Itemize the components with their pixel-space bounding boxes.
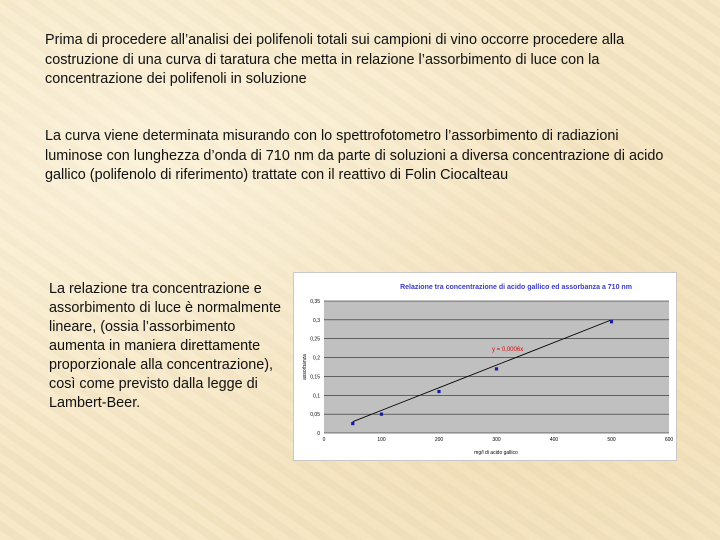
y-tick-label: 0,15: [310, 374, 320, 381]
chart-title: Relazione tra concentrazione di acido gallico ed assorbanza a 710 nm: [400, 284, 632, 291]
plot-area: [324, 301, 669, 433]
x-tick-label: 0: [322, 437, 326, 443]
y-tick-label: 0,25: [310, 336, 320, 343]
method-paragraph: La curva viene determinata misurando con lo spettrofotometro l’assorbimento di radiazioni luminose con lunghezza d’onda di 710 nm da parte di soluzioni a diversa concentrazione di acido gallico (polifenolo di riferimento) trattate con il reattivo di Folin Ciocalteau: [45, 128, 664, 183]
x-tick-label: 300: [492, 437, 501, 443]
y-tick-label: 0,2: [313, 355, 320, 362]
lambert-beer-paragraph: La relazione tra concentrazione e assorbimento di luce è normalmente lineare, (ossia l’assorbimento aumenta in maniera direttamente proporzionale alla concentrazione), così come previsto dalla legge di Lambert-Beer.: [49, 281, 281, 411]
y-tick-label: 0: [317, 431, 320, 437]
y-tick-label: 0,35: [310, 299, 320, 305]
data-point: [351, 422, 354, 425]
y-axis-label: assorbanza: [302, 354, 308, 380]
x-tick-label: 200: [434, 437, 444, 443]
y-tick-label: 0,3: [313, 317, 320, 324]
x-tick-label: 500: [607, 437, 616, 443]
data-point: [437, 390, 440, 393]
trendline-equation: y = 0,0006x: [492, 347, 524, 353]
intro-paragraph: Prima di procedere all’analisi dei polifenoli totali sui campioni di vino occorre procedere alla costruzione di una curva di taratura che metta in relazione l’assorbimento di luce con la concentrazione dei polifenoli in soluzione: [45, 32, 625, 87]
data-point: [380, 413, 383, 416]
y-tick-label: 0,1: [313, 393, 320, 400]
x-tick-label: 100: [377, 437, 386, 443]
y-tick-label: 0,05: [310, 412, 320, 419]
x-tick-label: 400: [549, 437, 559, 443]
y-tick-labels: [310, 299, 320, 437]
x-axis-label: mg/l di acido gallico: [474, 450, 518, 456]
calibration-chart: [293, 272, 677, 461]
data-point: [495, 367, 498, 370]
data-point: [610, 320, 613, 323]
chart-svg: [294, 273, 676, 460]
x-tick-label: 600: [664, 437, 674, 443]
x-tick-labels: [323, 437, 674, 443]
